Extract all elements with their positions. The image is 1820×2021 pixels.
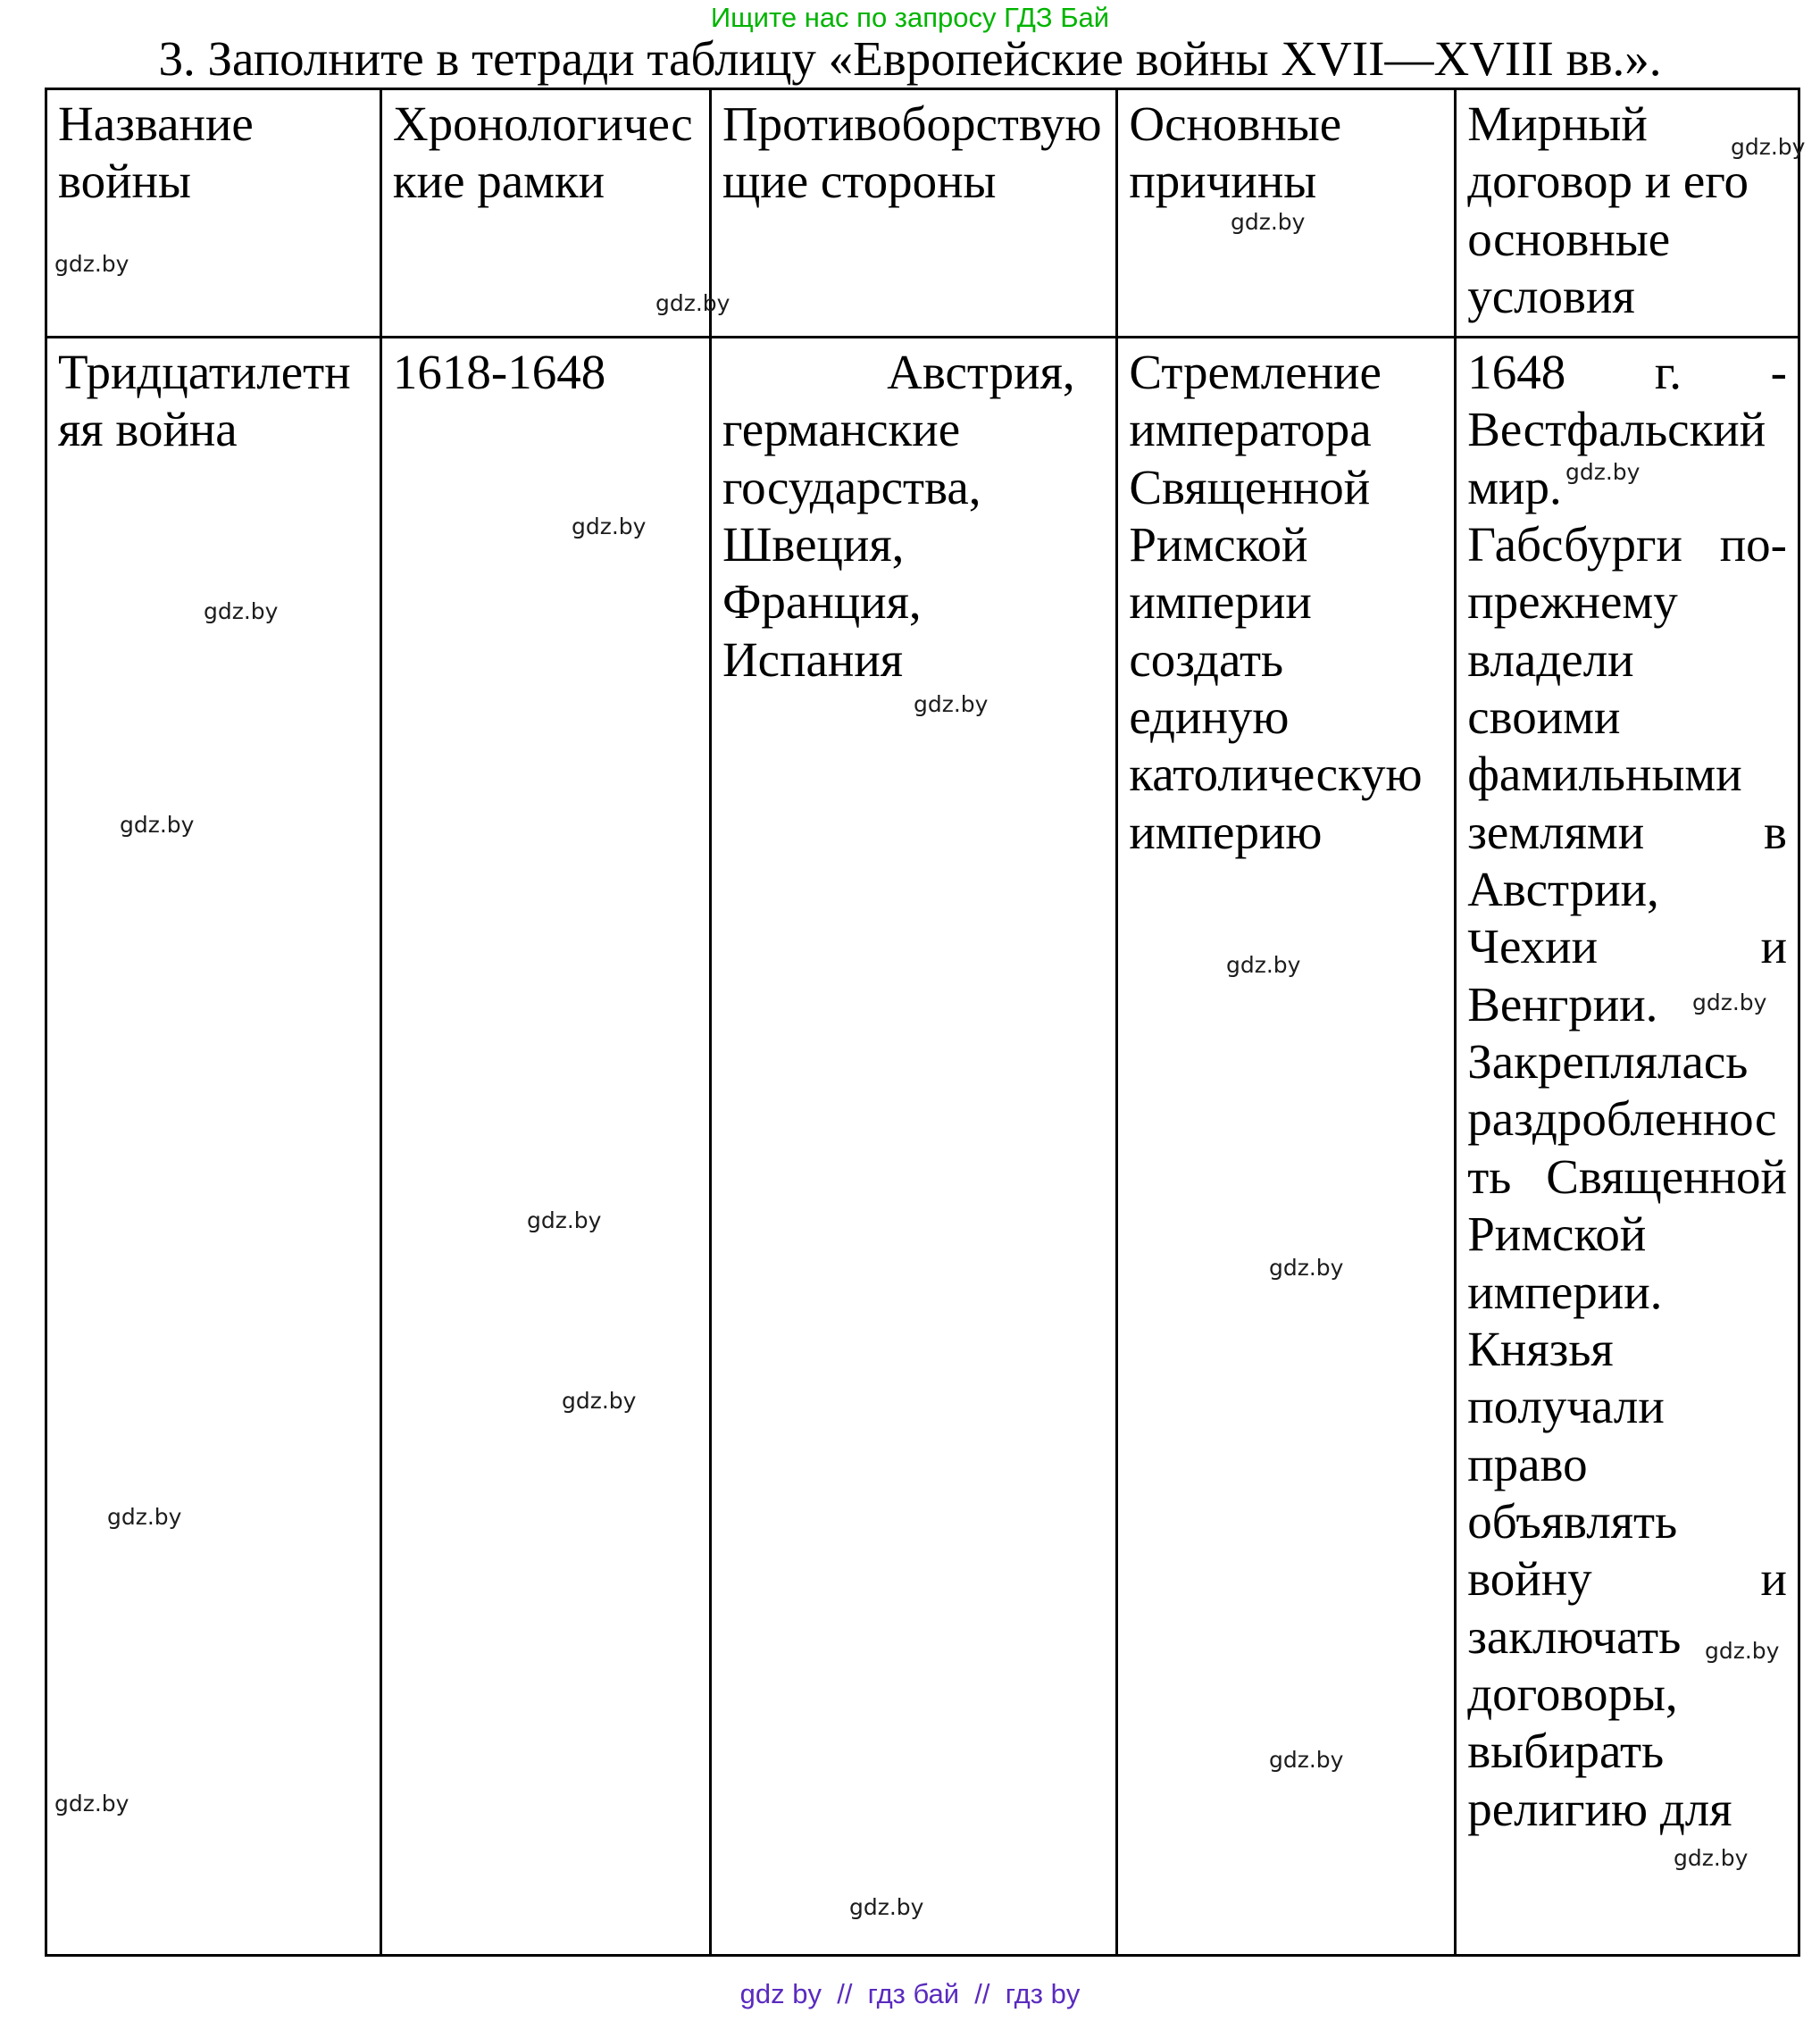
gdz-watermark: gdz.by <box>107 1504 182 1530</box>
gdz-watermark: gdz.by <box>1565 459 1641 485</box>
gdz-watermark: gdz.by <box>655 290 731 316</box>
table-row-thirty-years-war <box>46 338 1799 1956</box>
gdz-watermark: gdz.by <box>1692 990 1767 1015</box>
gdz-watermark: gdz.by <box>1269 1255 1344 1281</box>
promo-banner-text: Ищите нас по запросу ГДЗ Бай <box>710 2 1110 33</box>
cell-main-causes: Стремление императора Священной Римской империи создать единую католическую империю <box>1117 338 1456 1956</box>
page-title: 3. Заполните в тетради таблицу «Европейские войны XVII—XVIII вв.». <box>158 31 1662 86</box>
gdz-watermark: gdz.by <box>54 251 129 277</box>
gdz-watermark: gdz.by <box>849 1894 924 1920</box>
cell-chronology: 1618-1648 <box>380 338 710 1956</box>
header-main-causes: Основные причины <box>1117 89 1456 338</box>
table-header-row <box>46 89 1799 338</box>
gdz-watermark: gdz.by <box>1705 1638 1780 1664</box>
gdz-watermark: gdz.by <box>204 598 279 624</box>
cell-peace-treaty: 1648 г. - Вестфальский мир. Габсбурги по-прежнему владели своими фамильными землями в Австрии, Чехии и Венгрии. Закреплялась раздробленность Священной Римской империи. Князья получали право объявлять войну и заключать договоры, выбирать религию для <box>1456 338 1799 1956</box>
gdz-watermark: gdz.by <box>1269 1747 1344 1773</box>
gdz-watermark: gdz.by <box>1231 209 1306 235</box>
gdz-watermark: gdz.by <box>562 1388 637 1414</box>
header-chronology: Хронологические рамки <box>380 89 710 338</box>
cell-war-name: Тридцатилетняя война <box>46 338 381 1956</box>
header-war-name: Название войны <box>46 89 381 338</box>
header-opposing-sides: Противоборствующие стороны <box>710 89 1116 338</box>
gdz-watermark: gdz.by <box>527 1207 602 1233</box>
gdz-watermark: gdz.by <box>54 1791 129 1816</box>
header-peace-treaty: Мирный договор и его основные условия <box>1456 89 1799 338</box>
gdz-watermark: gdz.by <box>914 691 989 717</box>
footer-text: gdz by // гдз бай // гдз by <box>739 1978 1081 2009</box>
gdz-watermark: gdz.by <box>572 514 647 539</box>
gdz-watermark: gdz.by <box>1731 134 1806 160</box>
gdz-watermark: gdz.by <box>1226 952 1301 978</box>
european-wars-table <box>45 88 1800 1957</box>
cell-opposing-sides: Австрия, германские государства, Швеция, Франция, Испания <box>710 338 1116 1956</box>
gdz-watermark: gdz.by <box>1674 1845 1749 1871</box>
gdz-watermark: gdz.by <box>120 812 195 838</box>
